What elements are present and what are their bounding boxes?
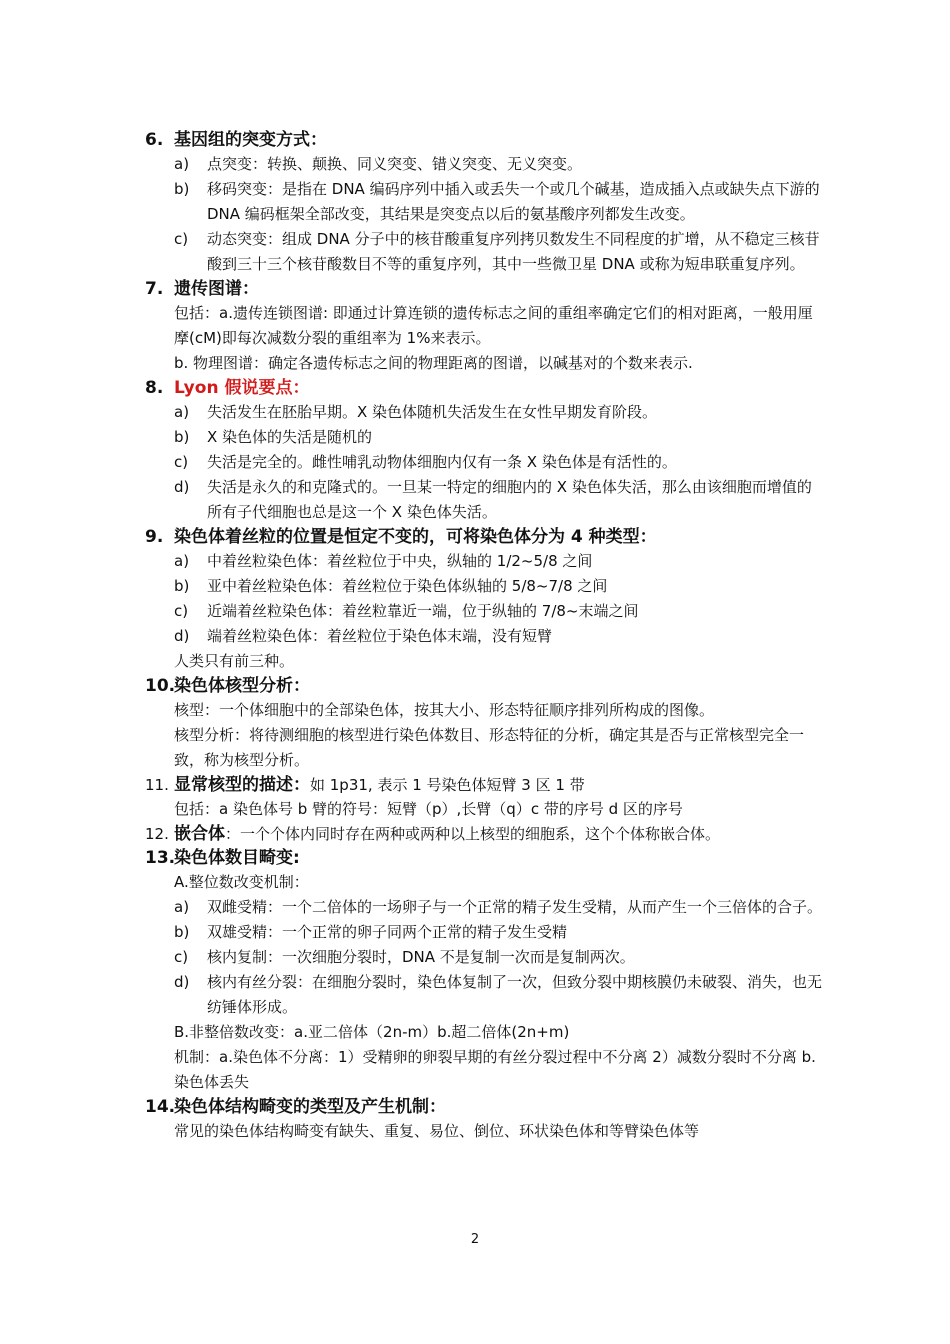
list-item — [145, 624, 825, 649]
section-number: 12. — [145, 825, 169, 843]
section-heading-14 — [145, 1095, 825, 1119]
paragraph: 核型：一个体细胞中的全部染色体，按其大小、形态特征顺序排列所构成的图像。 — [174, 701, 715, 719]
item-marker: b) — [174, 180, 190, 198]
item-marker: b) — [174, 428, 190, 446]
section-title: 基因组的突变方式： — [174, 130, 327, 150]
section-title: 显常核型的描述： — [174, 775, 310, 795]
item-text: 移码突变：是指在 DNA 编码序列中插入或丢失一个或几个碱基，造成插入点或缺失点下游的 DNA 编码框架全部改变，其结果是突变点以后的氨基酸序列都发生改变。 — [207, 180, 820, 223]
list-item — [145, 895, 825, 920]
paragraph: 包括：a.遗传连锁图谱: 即通过计算连锁的遗传标志之间的重组率确定它们的相对距离，一般用厘摩(cM)即每次减数分裂的重组率为 1%来表示。 — [174, 304, 813, 347]
item-marker: d) — [174, 478, 190, 496]
item-text: 失活是完全的。雌性哺乳动物体细胞内仅有一条 X 染色体是有活性的。 — [207, 453, 677, 471]
section-heading-7 — [145, 277, 825, 301]
list-item — [145, 574, 825, 599]
item-marker: a) — [174, 403, 190, 421]
section-heading-12 — [145, 822, 825, 846]
list-item — [145, 152, 825, 177]
item-marker: a) — [174, 898, 190, 916]
paragraph: 机制：a.染色体不分离：1）受精卵的卵裂早期的有丝分裂过程中不分离 2）减数分裂时不分离 b.染色体丢失 — [174, 1048, 816, 1091]
item-text: 端着丝粒染色体：着丝粒位于染色体末端，没有短臂 — [207, 627, 553, 645]
list-item — [145, 599, 825, 624]
item-text: 失活是永久的和克隆式的。一旦某一特定的细胞内的 X 染色体失活，那么由该细胞而增值的所有子代细胞也总是这一个 X 染色体失活。 — [207, 478, 812, 521]
page-content — [145, 128, 825, 1144]
section-title: 染色体结构畸变的类型及产生机制： — [174, 1097, 446, 1117]
section-inline-text: 如 1p31, 表示 1 号染色体短臂 3 区 1 带 — [310, 776, 585, 794]
item-marker: a) — [174, 155, 190, 173]
item-text: 动态突变：组成 DNA 分子中的核苷酸重复序列拷贝数发生不同程度的扩增，从不稳定三核苷酸到三十三个核苷酸数目不等的重复序列，其中一些微卫星 DNA 或称为短串联重复序列。 — [207, 230, 820, 273]
item-marker: c) — [174, 602, 189, 620]
section-title: 遗传图谱： — [174, 279, 259, 299]
item-marker: a) — [174, 552, 190, 570]
item-text: 核内有丝分裂：在细胞分裂时，染色体复制了一次，但致分裂中期核膜仍未破裂、消失，也无纺锤体形成。 — [207, 973, 823, 1016]
item-text: 核内复制：一次细胞分裂时，DNA 不是复制一次而是复制两次。 — [207, 948, 635, 966]
section-number: 8. — [145, 378, 164, 398]
section-heading-8 — [145, 376, 825, 400]
list-item — [145, 970, 825, 1020]
paragraph: b. 物理图谱：确定各遗传标志之间的物理距离的图谱，以碱基对的个数来表示. — [174, 354, 693, 372]
item-marker: b) — [174, 923, 190, 941]
section-number: 11. — [145, 776, 169, 794]
section-inline-text: ：一个个体内同时存在两种或两种以上核型的细胞系，这个个体称嵌合体。 — [225, 825, 721, 843]
section-heading-9 — [145, 525, 825, 549]
item-marker: c) — [174, 230, 189, 248]
paragraph: 人类只有前三种。 — [174, 652, 295, 670]
section-heading-13 — [145, 846, 825, 870]
list-item — [145, 400, 825, 425]
item-text: 双雄受精：一个正常的卵子同两个正常的精子发生受精 — [207, 923, 568, 941]
paragraph: B.非整倍数改变：a.亚二倍体（2n-m）b.超二倍体(2n+m) — [174, 1023, 570, 1041]
section-heading-11 — [145, 773, 825, 797]
list-item — [145, 945, 825, 970]
list-item — [145, 920, 825, 945]
item-marker: d) — [174, 627, 190, 645]
list-item — [145, 227, 825, 277]
paragraph: A.整位数改变机制： — [174, 873, 309, 891]
section-number: 7. — [145, 279, 164, 299]
list-item — [145, 450, 825, 475]
section-title: 染色体着丝粒的位置是恒定不变的，可将染色体分为 4 种类型： — [174, 527, 657, 547]
item-text: 近端着丝粒染色体：着丝粒靠近一端，位于纵轴的 7/8~末端之间 — [207, 602, 639, 620]
paragraph: 常见的染色体结构畸变有缺失、重复、易位、倒位、环状染色体和等臂染色体等 — [174, 1122, 700, 1140]
item-marker: d) — [174, 973, 190, 991]
list-item — [145, 549, 825, 574]
item-marker: c) — [174, 453, 189, 471]
section-heading-6 — [145, 128, 825, 152]
item-text: 双雌受精：一个二倍体的一场卵子与一个正常的精子发生受精，从而产生一个三倍体的合子。 — [207, 898, 823, 916]
item-marker: c) — [174, 948, 189, 966]
section-title: 嵌合体 — [174, 824, 225, 844]
item-text: 中着丝粒染色体：着丝粒位于中央，纵轴的 1/2~5/8 之间 — [207, 552, 593, 570]
section-number: 13. — [145, 848, 176, 868]
section-heading-10 — [145, 674, 825, 698]
item-marker: b) — [174, 577, 190, 595]
list-item — [145, 475, 825, 525]
list-item — [145, 425, 825, 450]
section-title: 染色体数目畸变: — [174, 848, 300, 868]
section-title: 染色体核型分析： — [174, 676, 310, 696]
item-text: X 染色体的失活是随机的 — [207, 428, 373, 446]
section-title: Lyon 假说要点： — [174, 378, 310, 398]
section-number: 14. — [145, 1097, 176, 1117]
section-number: 9. — [145, 527, 164, 547]
list-item — [145, 177, 825, 227]
item-text: 失活发生在胚胎早期。X 染色体随机失活发生在女性早期发育阶段。 — [207, 403, 658, 421]
item-text: 亚中着丝粒染色体：着丝粒位于染色体纵轴的 5/8~7/8 之间 — [207, 577, 608, 595]
paragraph: 包括：a 染色体号 b 臂的符号：短臂（p）,长臂（q）c 带的序号 d 区的序号 — [174, 800, 683, 818]
section-number: 6. — [145, 130, 164, 150]
section-number: 10. — [145, 676, 176, 696]
item-text: 点突变：转换、颠换、同义突变、错义突变、无义突变。 — [207, 155, 583, 173]
page-number: 2 — [470, 1232, 480, 1247]
paragraph: 核型分析：将待测细胞的核型进行染色体数目、形态特征的分析，确定其是否与正常核型完全一致，称为核型分析。 — [174, 726, 805, 769]
